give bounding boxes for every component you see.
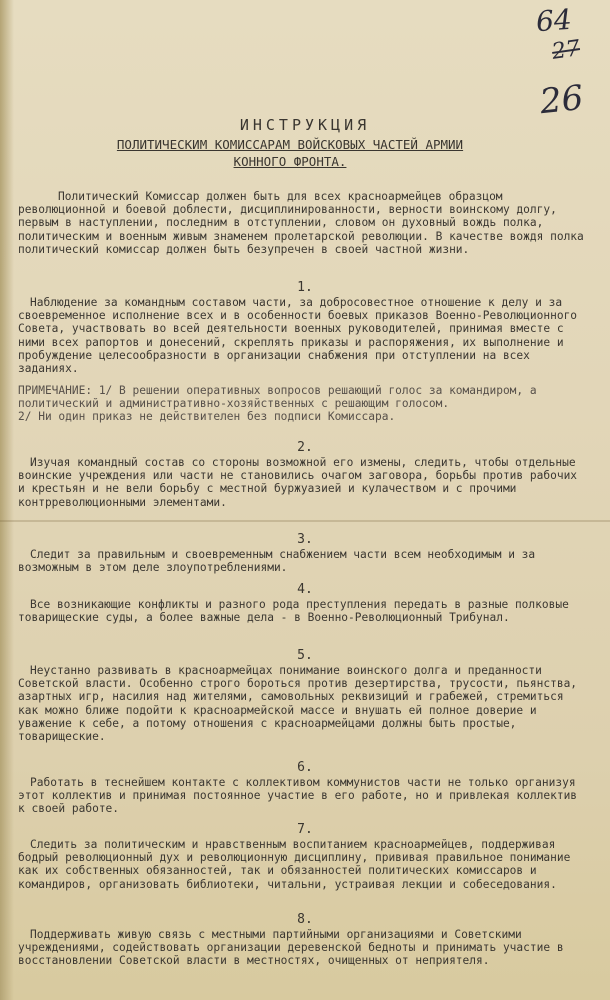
document-subtitle-line1: ПОЛИТИЧЕСКИМ КОМИССАРАМ ВОЙСКОВЫХ ЧАСТЕЙ АРМИИ <box>116 137 464 152</box>
section-text: Следит за правильным и своевременным снабжением части всем необходимым и за возможным в этом деле злоупотреблениями. <box>18 548 536 575</box>
section-text: Следить за политическим и нравственным воспитанием красноармейцев, поддерживая бодрый революционный дух и революционную дисциплину, прививая правильное понимание как их собственных обязанностей, так и обязанностей политических комиссаров и командиров, организовать библиотеки, читальни, устраивая лекции и собеседования. <box>18 838 571 891</box>
document-title: ИНСТРУКЦИЯ <box>239 116 371 134</box>
archive-number-crossed: 27 <box>550 36 582 65</box>
section-number: 6. <box>297 760 313 775</box>
section-number: 1. <box>297 280 313 295</box>
note-text: ПРИМЕЧАНИЕ: 1/ В решении оперативных вопросов решающий голос за командиром, а политический и административно-хозяйственных с решающим голосом. 2/ Ни один приказ не действителен без подписи Комиссара. <box>18 384 537 424</box>
document-subtitle-line2: КОННОГО ФРОНТА. <box>233 154 347 169</box>
intro-paragraph: Политический Комиссар должен быть для всех красноармейцев образцом революционной и боевой доблести, дисциплинированности, верности воинскому долгу, первым в наступлении, последним в отступлении, словом он духовный вождь полка, политическим и военным живым знаменем пролетарской революции. В качестве вождя полка политический комиссар должен быть безупречен в своей частной жизни. <box>18 190 584 256</box>
section-number: 4. <box>297 582 313 597</box>
section-text: Поддерживать живую связь с местными партийными организациями и Советскими учреждениями, содействовать организации деревенской бедноты и принимать участие в восстановлении Советской власти в местностях, очищенных от неприятеля. <box>18 928 564 968</box>
page-number-handwritten: 26 <box>538 77 586 123</box>
section-number: 8. <box>297 912 313 927</box>
section-text: Работать в теснейшем контакте с коллективом коммунистов части не только организуя этот коллектив и принимая постоянное участие в его работе, но и привлекая коллектив к своей работе. <box>18 776 578 816</box>
section-number: 5. <box>297 648 313 663</box>
section-text: Неустанно развивать в красноармейцах понимание воинского долга и преданности Советской власти. Особенно строго бороться против дезертирства, трусости, пьянства, азартных игр, насилия над жителями, самовольных реквизиций и грабежей, стремиться как можно ближе подойти к красноармейской массе и внушать ей полное доверие и уважение к себе, а потому отношения с красноармейцами должны быть простые, товарищеские. <box>18 664 578 744</box>
section-number: 3. <box>297 532 313 547</box>
section-text: Наблюдение за командным составом части, за добросовестное отношение к делу и за своевременное исполнение всех и в особенности боевых приказов Военно-Революционного Совета, участвовать во всей деятельности военных руководителей, принимая вместе с ними всех рапортов и донесений, скреплять приказы и распоряжения, их выполнение и пробуждение целесообразности в организации снабжения при отступлении на всех заданиях. <box>18 296 578 376</box>
archive-number-stamp: 64 <box>534 2 573 39</box>
page-edge-shadow <box>0 0 14 1000</box>
section-text: Все возникающие конфликты и разного рода преступления передать в разные полковые товарищеские суды, а более важные дела - в Военно-Революционный Трибунал. <box>18 598 569 625</box>
section-number: 7. <box>297 822 313 837</box>
paper-fold-line <box>0 520 610 522</box>
section-text: Изучая командный состав со стороны возможной его измены, следить, чтобы отдельные воинские учреждения или части не становились очагом заговора, борьбы против рабочих и крестьян и не вели борьбу с местной буржуазией и кулачеством и с прочими контрреволюционными элементами. <box>18 456 578 509</box>
section-number: 2. <box>297 440 313 455</box>
